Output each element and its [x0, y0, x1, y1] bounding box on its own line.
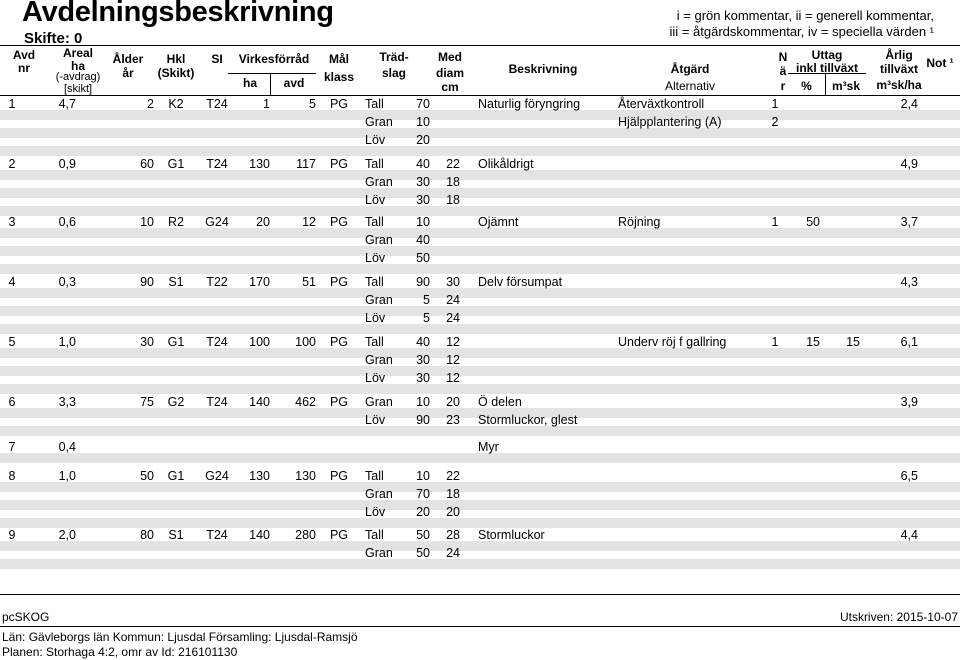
row-si: T24 — [206, 335, 228, 349]
row-volume-avd: 130 — [295, 469, 316, 483]
page-subtitle: Skifte: 0 — [24, 30, 83, 47]
row-stripe — [0, 366, 960, 376]
col-alder: Ålder — [112, 52, 144, 66]
row-stripe — [0, 559, 960, 569]
species-diam: 20 — [446, 395, 460, 409]
species-share: 50 — [416, 528, 430, 542]
species-name: Gran — [365, 233, 393, 247]
species-name: Tall — [365, 275, 384, 289]
species-diam: 18 — [446, 487, 460, 501]
row-nr: 1 — [8, 97, 16, 111]
row-stripe — [0, 500, 960, 510]
printed-date: Utskriven: 2015-10-07 — [839, 610, 958, 624]
species-diam: 12 — [446, 335, 460, 349]
col-nr: nr — [18, 61, 30, 75]
footer-plan: Planen: Storhaga 4:2, omr av Id: 216101130 — [2, 645, 238, 659]
species-diam: 12 — [446, 371, 460, 385]
species-name: Gran — [365, 353, 393, 367]
row-stripe — [0, 518, 960, 528]
col-ha: ha — [242, 76, 257, 90]
measure-name: Underv röj f gallring — [618, 335, 727, 349]
species-share: 70 — [416, 487, 430, 501]
species-name: Gran — [365, 487, 393, 501]
row-malklass: PG — [329, 215, 349, 229]
species-name: Löv — [365, 193, 386, 207]
species-share: 50 — [416, 546, 430, 560]
row-alder: 2 — [147, 97, 154, 111]
col-uttag: Uttag — [811, 48, 843, 62]
col-diam: diam — [435, 66, 464, 80]
page-title: Avdelningsbeskrivning — [22, 0, 334, 28]
legend-line-2: iii = åtgärdskommentar, iv = speciella värden ¹ — [669, 24, 934, 39]
col-areal: Areal — [62, 46, 94, 60]
row-description: Olikåldrigt — [478, 157, 534, 171]
col-nar-3: r — [780, 79, 786, 93]
row-areal: 1,0 — [58, 335, 76, 349]
row-nr: 9 — [8, 528, 16, 542]
row-volume-ha: 140 — [249, 395, 270, 409]
row-annual-growth: 4,3 — [900, 275, 918, 289]
row-stripe — [0, 324, 960, 334]
species-share: 30 — [416, 193, 430, 207]
col-beskrivning: Beskrivning — [508, 62, 578, 76]
row-annual-growth: 3,9 — [900, 395, 918, 409]
row-areal: 0,3 — [58, 275, 76, 289]
col-uttag-inkl: inkl tillväxt — [795, 61, 859, 75]
species-name: Tall — [365, 335, 384, 349]
species-diam: 23 — [446, 413, 460, 427]
species-diam: 28 — [446, 528, 460, 542]
col-avd: Avd — [12, 48, 36, 62]
row-volume-avd: 51 — [302, 275, 316, 289]
species-share: 10 — [416, 469, 430, 483]
row-alder: 75 — [140, 395, 154, 409]
row-annual-growth: 3,7 — [900, 215, 918, 229]
row-malklass: PG — [329, 528, 349, 542]
species-diam: 18 — [446, 193, 460, 207]
species-diam: 24 — [446, 311, 460, 325]
footer-divider — [0, 626, 960, 627]
row-areal: 0,9 — [58, 157, 76, 171]
species-name: Löv — [365, 133, 386, 147]
species-name: Tall — [365, 528, 384, 542]
col-avd-vol: avd — [283, 76, 305, 90]
species-name: Löv — [365, 505, 386, 519]
species-share: 30 — [416, 371, 430, 385]
species-name: Tall — [365, 157, 384, 171]
col-nar-1: N — [778, 50, 788, 64]
row-stripe — [0, 188, 960, 198]
measure-uttag-pct: 50 — [806, 215, 820, 229]
row-stripe — [0, 246, 960, 256]
row-description: Ojämnt — [478, 215, 519, 229]
species-name: Löv — [365, 311, 386, 325]
species-diam: 18 — [446, 175, 460, 189]
species-name: Tall — [365, 215, 384, 229]
row-volume-avd: 100 — [295, 335, 316, 349]
measure-priority: 1 — [771, 335, 779, 349]
row-alder: 30 — [140, 335, 154, 349]
measure-name: Röjning — [618, 215, 661, 229]
row-alder: 80 — [140, 528, 154, 542]
row-nr: 3 — [8, 215, 16, 229]
row-alder: 60 — [140, 157, 154, 171]
species-share: 5 — [423, 311, 430, 325]
row-annual-growth: 6,5 — [900, 469, 918, 483]
row-alder: 50 — [140, 469, 154, 483]
row-nr: 2 — [8, 157, 16, 171]
row-volume-ha: 170 — [249, 275, 270, 289]
row-si: T24 — [206, 97, 228, 111]
row-areal: 4,7 — [58, 97, 76, 111]
row-hkl: S1 — [168, 528, 184, 542]
measure-priority: 1 — [771, 215, 779, 229]
species-share: 40 — [416, 335, 430, 349]
species-share: 30 — [416, 175, 430, 189]
col-tradslag: Träd- — [379, 50, 409, 64]
species-name: Gran — [365, 115, 393, 129]
row-stripe — [0, 384, 960, 394]
col-hkl-skikt: (Skikt) — [157, 66, 195, 80]
measure-priority: 1 — [771, 97, 779, 111]
row-volume-ha: 140 — [249, 528, 270, 542]
col-atgard: Åtgärd — [670, 62, 710, 76]
species-share: 40 — [416, 157, 430, 171]
species-name: Gran — [365, 293, 393, 307]
row-nr: 7 — [8, 440, 16, 454]
measure-name: Återväxtkontroll — [618, 97, 705, 111]
species-diam: 30 — [446, 275, 460, 289]
row-volume-avd: 462 — [295, 395, 316, 409]
col-arlig: Årlig — [885, 48, 913, 62]
row-annual-growth: 2,4 — [900, 97, 918, 111]
species-share: 90 — [416, 413, 430, 427]
row-malklass: PG — [329, 157, 349, 171]
row-nr: 6 — [8, 395, 16, 409]
row-description: Stormluckor, glest — [478, 413, 578, 427]
footer-divider-top — [0, 594, 960, 595]
col-m3skha: m³sk/ha — [876, 78, 922, 92]
row-volume-avd: 5 — [309, 97, 316, 111]
species-name: Tall — [365, 469, 384, 483]
col-virkesforrad: Virkesförråd — [238, 52, 310, 66]
row-hkl: K2 — [168, 97, 184, 111]
species-name: Tall — [365, 97, 384, 111]
row-volume-ha: 20 — [256, 215, 270, 229]
row-si: T24 — [206, 395, 228, 409]
row-hkl: G1 — [167, 335, 185, 349]
row-areal: 2,0 — [58, 528, 76, 542]
col-nar-2: ä — [779, 64, 787, 78]
row-areal: 1,0 — [58, 469, 76, 483]
species-name: Gran — [365, 546, 393, 560]
col-hkl: Hkl — [166, 52, 186, 66]
species-share: 50 — [416, 251, 430, 265]
brand-label: pcSKOG — [2, 610, 50, 624]
row-malklass: PG — [329, 335, 349, 349]
row-description: Stormluckor — [478, 528, 545, 542]
col-klass: klass — [323, 70, 355, 84]
col-alder-ar: år — [122, 66, 134, 80]
species-name: Gran — [365, 395, 393, 409]
row-malklass: PG — [329, 275, 349, 289]
row-volume-ha: 1 — [263, 97, 270, 111]
col-slag: slag — [381, 66, 406, 80]
row-areal: 0,6 — [58, 215, 76, 229]
species-share: 40 — [416, 233, 430, 247]
footer-location: Län: Gävleborgs län Kommun: Ljusdal Församling: Ljusdal-Ramsjö — [2, 630, 358, 644]
row-stripe — [0, 264, 960, 274]
row-malklass: PG — [329, 395, 349, 409]
legend-line-1: i = grön kommentar, ii = generell kommentar, — [676, 8, 934, 23]
row-hkl: G1 — [167, 469, 185, 483]
species-diam: 24 — [446, 293, 460, 307]
species-share: 20 — [416, 133, 430, 147]
col-areal-avdrag: (-avdrag) — [55, 71, 101, 83]
row-volume-ha: 100 — [249, 335, 270, 349]
species-name: Löv — [365, 371, 386, 385]
species-name: Löv — [365, 251, 386, 265]
row-si: T22 — [206, 275, 228, 289]
species-diam: 24 — [446, 546, 460, 560]
row-annual-growth: 4,9 — [900, 157, 918, 171]
measure-uttag-m3sk: 15 — [846, 335, 860, 349]
row-volume-avd: 12 — [302, 215, 316, 229]
header-top-line — [0, 45, 960, 46]
row-areal: 0,4 — [58, 440, 76, 454]
col-tillvaxt: tillväxt — [879, 62, 918, 76]
virkesforrad-mid — [270, 73, 271, 95]
species-diam: 22 — [446, 157, 460, 171]
col-alternativ: Alternativ — [664, 79, 716, 93]
row-volume-avd: 117 — [296, 157, 316, 171]
row-volume-ha: 130 — [249, 469, 270, 483]
species-share: 10 — [416, 395, 430, 409]
row-hkl: R2 — [168, 215, 184, 229]
species-share: 10 — [416, 215, 430, 229]
measure-priority: 2 — [771, 115, 779, 129]
col-areal-skikt: [skikt] — [63, 83, 93, 95]
col-not: Not ¹ — [926, 56, 954, 70]
row-si: T24 — [206, 157, 228, 171]
col-m3sk: m³sk — [831, 79, 860, 93]
row-alder: 10 — [140, 215, 154, 229]
species-name: Gran — [365, 175, 393, 189]
row-hkl: S1 — [168, 275, 184, 289]
row-alder: 90 — [140, 275, 154, 289]
header-bottom-line — [0, 95, 960, 96]
species-share: 20 — [416, 505, 430, 519]
col-pct: % — [801, 79, 812, 93]
col-med: Med — [438, 50, 462, 64]
row-areal: 3,3 — [58, 395, 76, 409]
row-malklass: PG — [329, 97, 349, 111]
species-share: 5 — [423, 293, 430, 307]
row-nr: 4 — [8, 275, 16, 289]
species-diam: 20 — [446, 505, 460, 519]
row-si: G24 — [205, 215, 229, 229]
row-description: Ö delen — [478, 395, 522, 409]
species-diam: 12 — [446, 353, 460, 367]
row-nr: 5 — [8, 335, 16, 349]
measure-uttag-pct: 15 — [806, 335, 820, 349]
species-share: 70 — [416, 97, 430, 111]
col-cm: cm — [441, 80, 459, 94]
species-share: 10 — [416, 115, 430, 129]
row-annual-growth: 6,1 — [900, 335, 918, 349]
row-stripe — [0, 306, 960, 316]
row-description: Delv försumpat — [478, 275, 563, 289]
species-name: Löv — [365, 413, 386, 427]
row-annual-growth: 4,4 — [900, 528, 918, 542]
row-malklass: PG — [329, 469, 349, 483]
row-description: Naturlig föryngring — [478, 97, 581, 111]
measure-name: Hjälpplantering (A) — [618, 115, 722, 129]
col-areal-ha: ha — [70, 59, 85, 73]
col-si: SI — [211, 52, 223, 66]
row-stripe — [0, 128, 960, 138]
row-volume-avd: 280 — [295, 528, 316, 542]
row-nr: 8 — [8, 469, 16, 483]
row-si: T24 — [206, 528, 228, 542]
row-si: G24 — [205, 469, 229, 483]
species-share: 90 — [416, 275, 430, 289]
row-hkl: G1 — [167, 157, 185, 171]
row-description: Myr — [478, 440, 499, 454]
virkesforrad-divider — [228, 73, 316, 74]
species-diam: 22 — [446, 469, 460, 483]
row-volume-ha: 130 — [249, 157, 270, 171]
row-hkl: G2 — [167, 395, 185, 409]
col-mal: Mål — [328, 52, 349, 66]
species-share: 30 — [416, 353, 430, 367]
row-stripe — [0, 146, 960, 156]
